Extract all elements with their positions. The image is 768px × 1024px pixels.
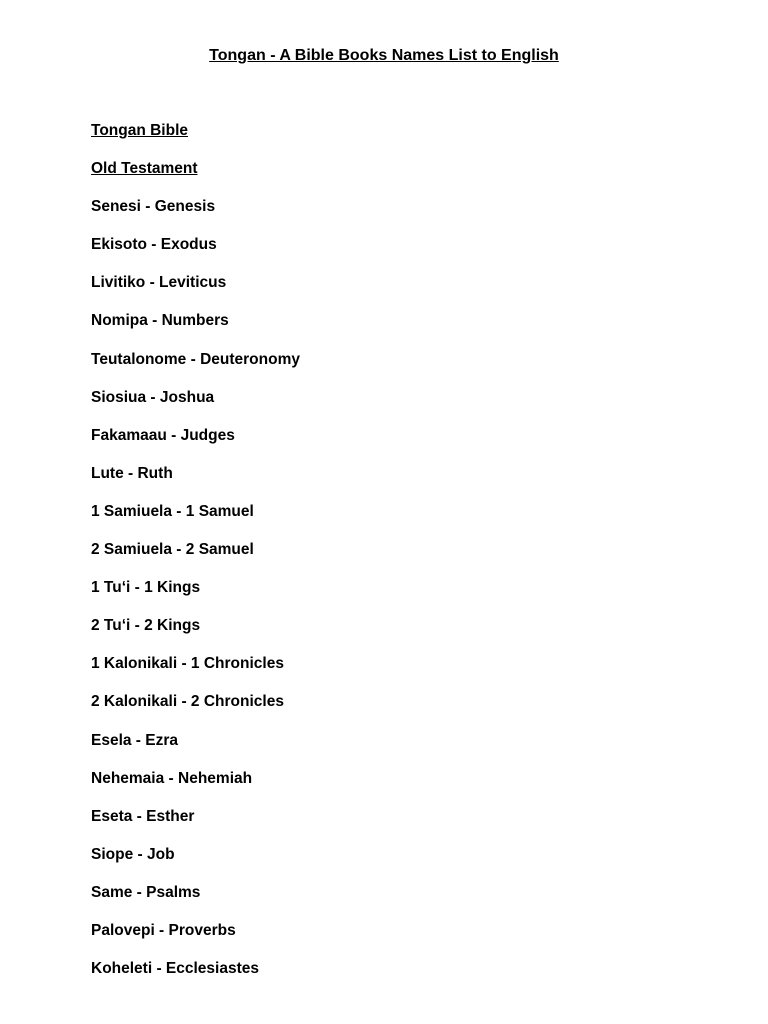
book-entry: Koheleti - Ecclesiastes (91, 960, 259, 978)
book-entry: Esela - Ezra (91, 731, 179, 749)
section-heading: Tongan Bible (91, 122, 189, 139)
book-entry: Siosiua - Joshua (91, 388, 215, 406)
book-entry: Ekisoto - Exodus (91, 236, 217, 254)
subsection-heading: Old Testament (91, 160, 198, 178)
book-entry: 2 Tuʻi - 2 Kings (91, 617, 201, 635)
book-entry: Senesi - Genesis (91, 198, 216, 216)
book-entry: 1 Kalonikali - 1 Chronicles (91, 655, 284, 673)
book-entry: 1 Samiuela - 1 Samuel (91, 502, 254, 520)
book-entry: Nomipa - Numbers (91, 312, 229, 330)
book-entry: Teutalonome - Deuteronomy (91, 350, 300, 368)
book-entry: 1 Tuʻi - 1 Kings (91, 579, 201, 597)
book-entry: Eseta - Esther (91, 807, 195, 825)
book-entry: Nehemaia - Nehemiah (91, 769, 253, 787)
book-entry: 2 Samiuela - 2 Samuel (91, 541, 254, 559)
book-entry: Palovepi - Proverbs (91, 921, 236, 939)
book-entry: Siope - Job (91, 845, 175, 863)
book-entry: 2 Kalonikali - 2 Chronicles (91, 693, 284, 711)
book-list (91, 121, 711, 997)
document-title: Tongan - A Bible Books Names List to English (209, 47, 559, 64)
book-entry: Same - Psalms (91, 883, 201, 901)
book-entry: Lute - Ruth (91, 464, 173, 482)
book-entry: Livitiko - Leviticus (91, 274, 227, 292)
book-entry: Fakamaau - Judges (91, 426, 235, 444)
